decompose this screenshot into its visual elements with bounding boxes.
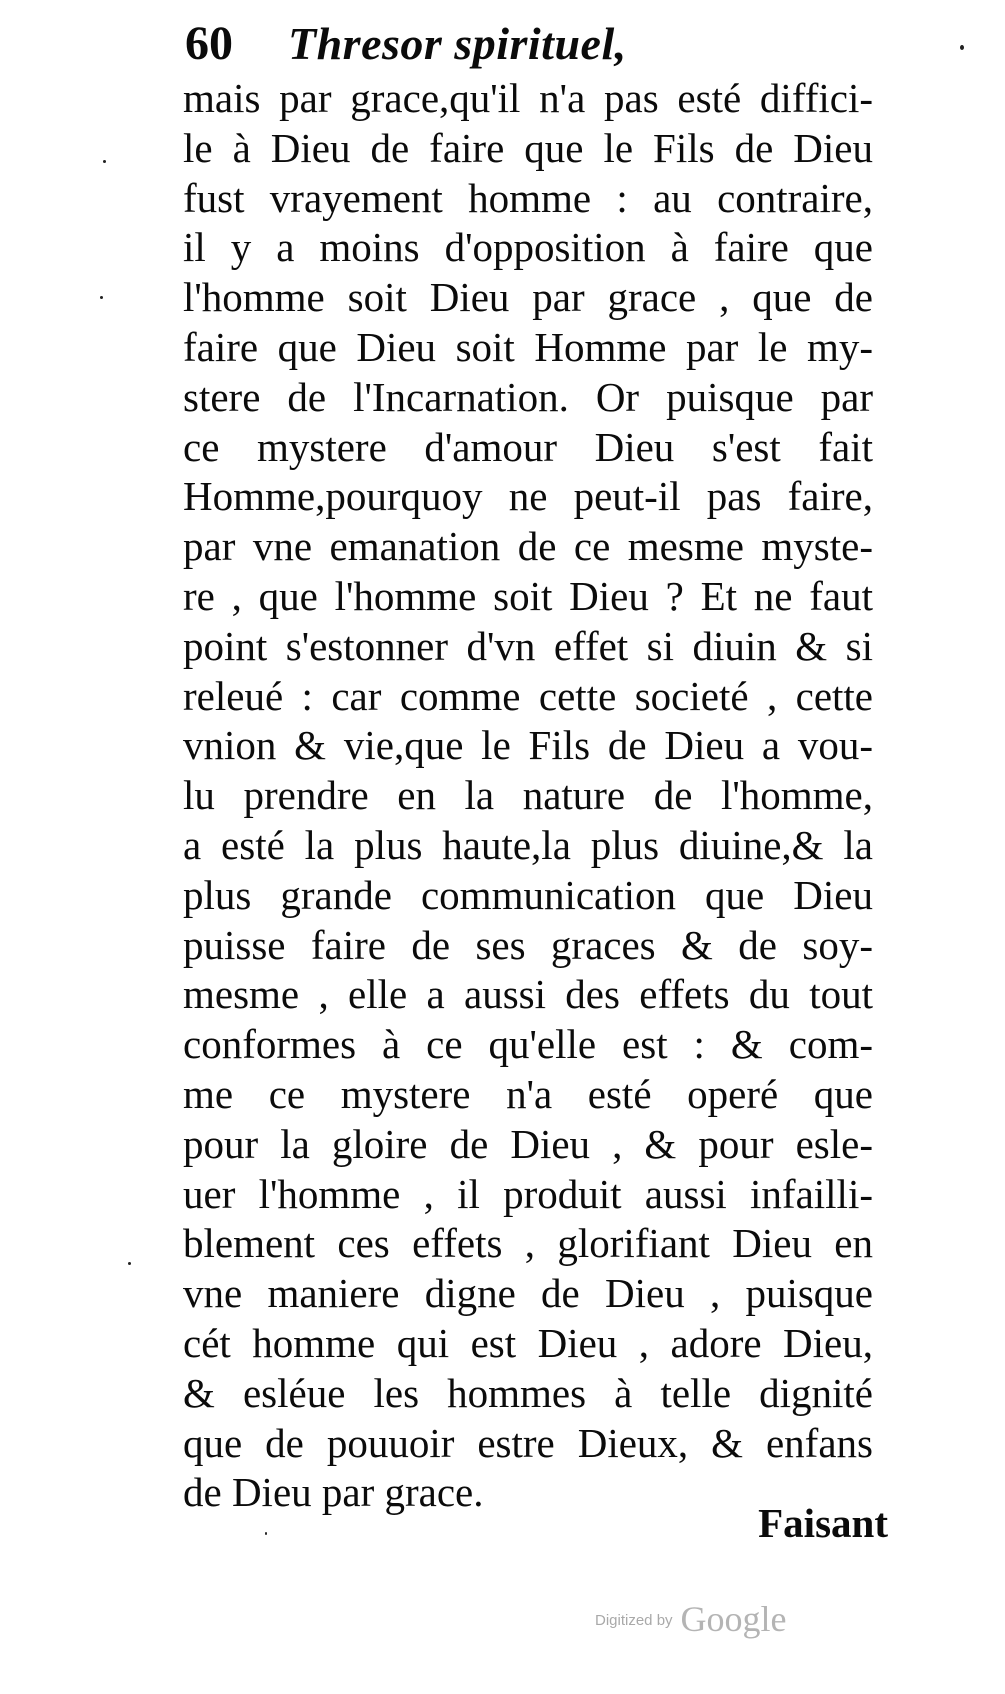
text-line: mais par grace,qu'il n'a pas esté diffici- — [183, 75, 873, 121]
text-line: conformes à ce qu'elle est : & com- — [183, 1021, 873, 1068]
text-line: stere de l'Incarnation. Or puisque par — [183, 373, 873, 420]
ink-speck — [103, 160, 106, 163]
text-line: fust vrayement homme : au contraire, — [183, 174, 873, 221]
text-line: par vne emanation de ce mesme myste- — [183, 523, 873, 570]
watermark-prefix: Digitized by — [595, 1612, 673, 1629]
text-line: releué : car comme cette societé , cette — [183, 672, 873, 719]
text-line: blement ces effets , glorifiant Dieu en — [183, 1220, 873, 1267]
ink-speck — [265, 1532, 267, 1535]
text-line: ce mystere d'amour Dieu s'est fait — [183, 423, 873, 470]
text-line: & esléue les hommes à telle dignité — [183, 1369, 873, 1416]
text-line: que de pouuoir estre Dieux, & enfans — [183, 1419, 873, 1466]
text-line: cét homme qui est Dieu , adore Dieu, — [183, 1319, 873, 1366]
text-line-last: de Dieu par grace. — [183, 1469, 484, 1516]
text-line: Homme,pourquoy ne peut-il pas faire, — [183, 473, 873, 520]
text-line: vnion & vie,que le Fils de Dieu a vou- — [183, 722, 873, 769]
text-line: pour la gloire de Dieu , & pour esle- — [183, 1120, 873, 1167]
running-head — [185, 14, 705, 74]
text-line: vne maniere digne de Dieu , puisque — [183, 1270, 873, 1317]
ink-speck — [128, 1262, 131, 1265]
text-line: me ce mystere n'a esté operé que — [183, 1070, 873, 1117]
running-title: Thresor spirituel, — [288, 18, 627, 69]
google-logo: Google — [680, 1599, 787, 1639]
text-line: l'homme soit Dieu par grace , que de — [183, 274, 873, 321]
text-line: faire que Dieu soit Homme par le my- — [183, 323, 873, 370]
text-line: a esté la plus haute,la plus diuine,& la — [183, 821, 873, 868]
ink-speck — [960, 45, 964, 50]
text-line: mesme , elle a aussi des effets du tout — [183, 971, 873, 1018]
digitized-by-watermark — [595, 1598, 787, 1640]
text-line: uer l'homme , il produit aussi infailli- — [183, 1170, 873, 1217]
body-text — [183, 74, 873, 1518]
text-line: re , que l'homme soit Dieu ? Et ne faut — [183, 572, 873, 619]
page-number: 60 — [185, 17, 233, 70]
text-line: il y a moins d'opposition à faire que — [183, 224, 873, 271]
text-line: plus grande communication que Dieu — [183, 871, 873, 918]
text-line: le à Dieu de faire que le Fils de Dieu — [183, 124, 873, 171]
text-line: point s'estonner d'vn effet si diuin & si — [183, 622, 873, 669]
ink-speck — [100, 296, 103, 299]
text-line: puisse faire de ses graces & de soy- — [183, 921, 873, 968]
text-line: lu prendre en la nature de l'homme, — [183, 772, 873, 819]
catchword: Faisant — [758, 1500, 888, 1546]
